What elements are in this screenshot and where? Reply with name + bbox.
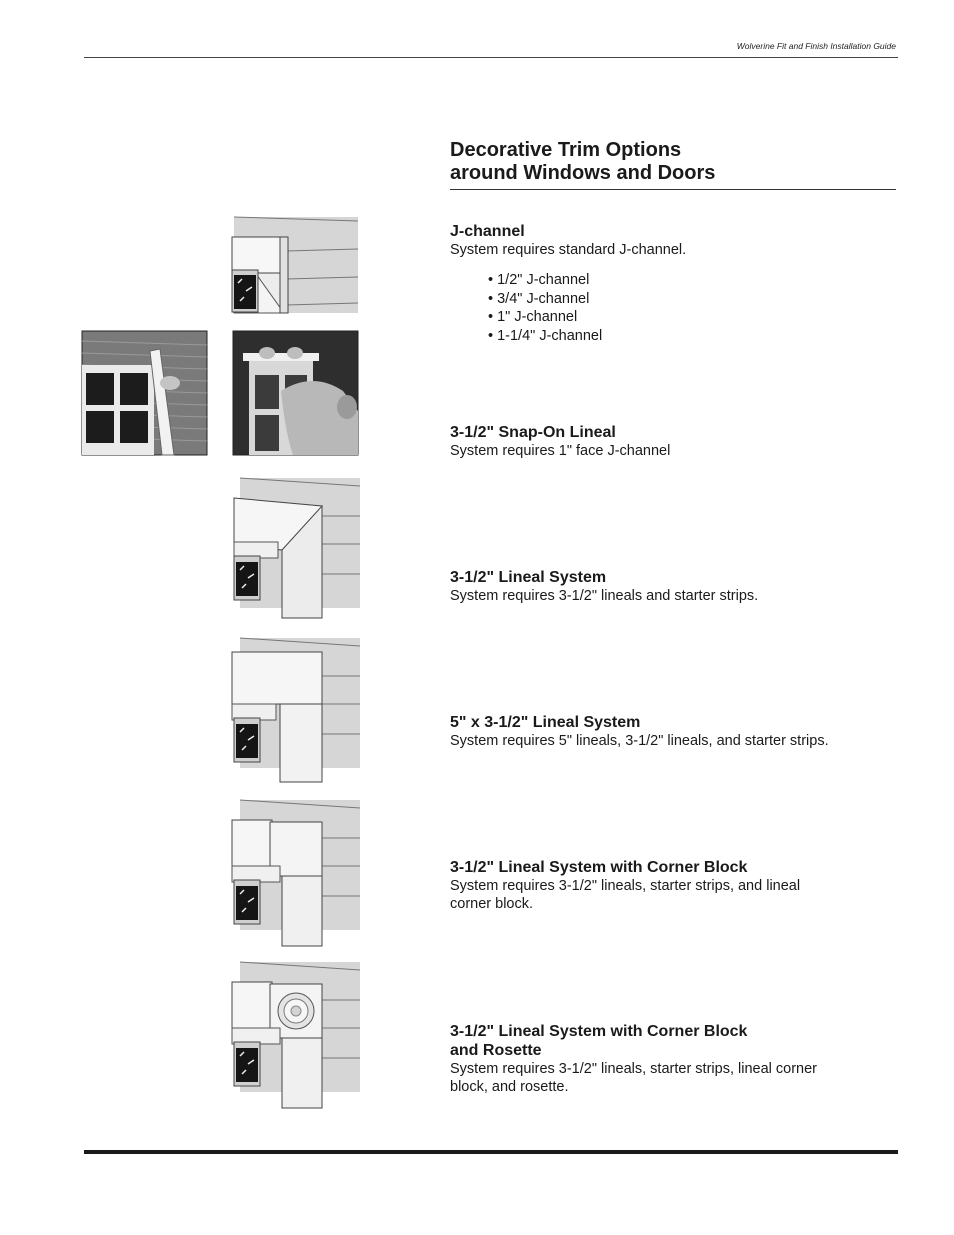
list-item: • 3/4" J-channel: [488, 290, 590, 307]
list-item: • 1" J-channel: [488, 309, 578, 325]
section-lineal-corner-block: [450, 858, 890, 913]
5x3-lineal-system-illustration: [226, 638, 362, 784]
section-lineal-corner-block-rosette: [450, 1022, 890, 1096]
j-channel-illustration: [226, 215, 362, 315]
lineal-corner-block-illustration: [226, 800, 362, 948]
section-heading: 5" x 3-1/2" Lineal System: [450, 714, 641, 731]
section-heading: 3-1/2" Lineal System: [450, 569, 607, 586]
snap-on-installation-photo-1: [82, 331, 207, 455]
section-description: System requires 5" lineals, 3-1/2" lineals, and starter strips.: [450, 733, 829, 749]
section-5x3-lineal-system: [450, 713, 890, 750]
title-rule: [450, 189, 896, 190]
section-heading: 3-1/2" Lineal System with Corner Block: [450, 859, 748, 876]
list-item: • 1/2" J-channel: [488, 272, 590, 288]
page-title: Decorative Trim Options around Windows and Doors: [450, 139, 716, 184]
section-description: System requires 3-1/2" lineals, starter strips, lineal corner block, and rosette.: [450, 1061, 817, 1095]
section-lineal-system: [450, 568, 890, 605]
snap-on-installation-photo-2: [233, 331, 358, 455]
section-snap-on-lineal: [450, 423, 890, 460]
section-heading: J-channel: [450, 223, 525, 240]
section-description: System requires 1" face J-channel: [450, 443, 671, 459]
header-rule: [84, 57, 898, 58]
j-channel-size-list: [488, 271, 602, 345]
section-heading: 3-1/2" Snap-On Lineal: [450, 424, 616, 441]
list-item: • 1-1/4" J-channel: [488, 327, 603, 344]
running-header: Wolverine Fit and Finish Installation Guide: [736, 41, 896, 51]
footer-rule: [84, 1150, 898, 1154]
section-description: System requires 3-1/2" lineals and starter strips.: [450, 588, 759, 604]
section-description: System requires 3-1/2" lineals, starter strips, and lineal corner block.: [450, 878, 801, 912]
lineal-corner-block-rosette-illustration: [226, 962, 362, 1110]
section-description: System requires standard J-channel.: [450, 242, 687, 258]
lineal-system-illustration: [226, 478, 362, 622]
section-heading: 3-1/2" Lineal System with Corner Block and Rosette: [450, 1023, 748, 1059]
section-j-channel: [450, 222, 890, 259]
